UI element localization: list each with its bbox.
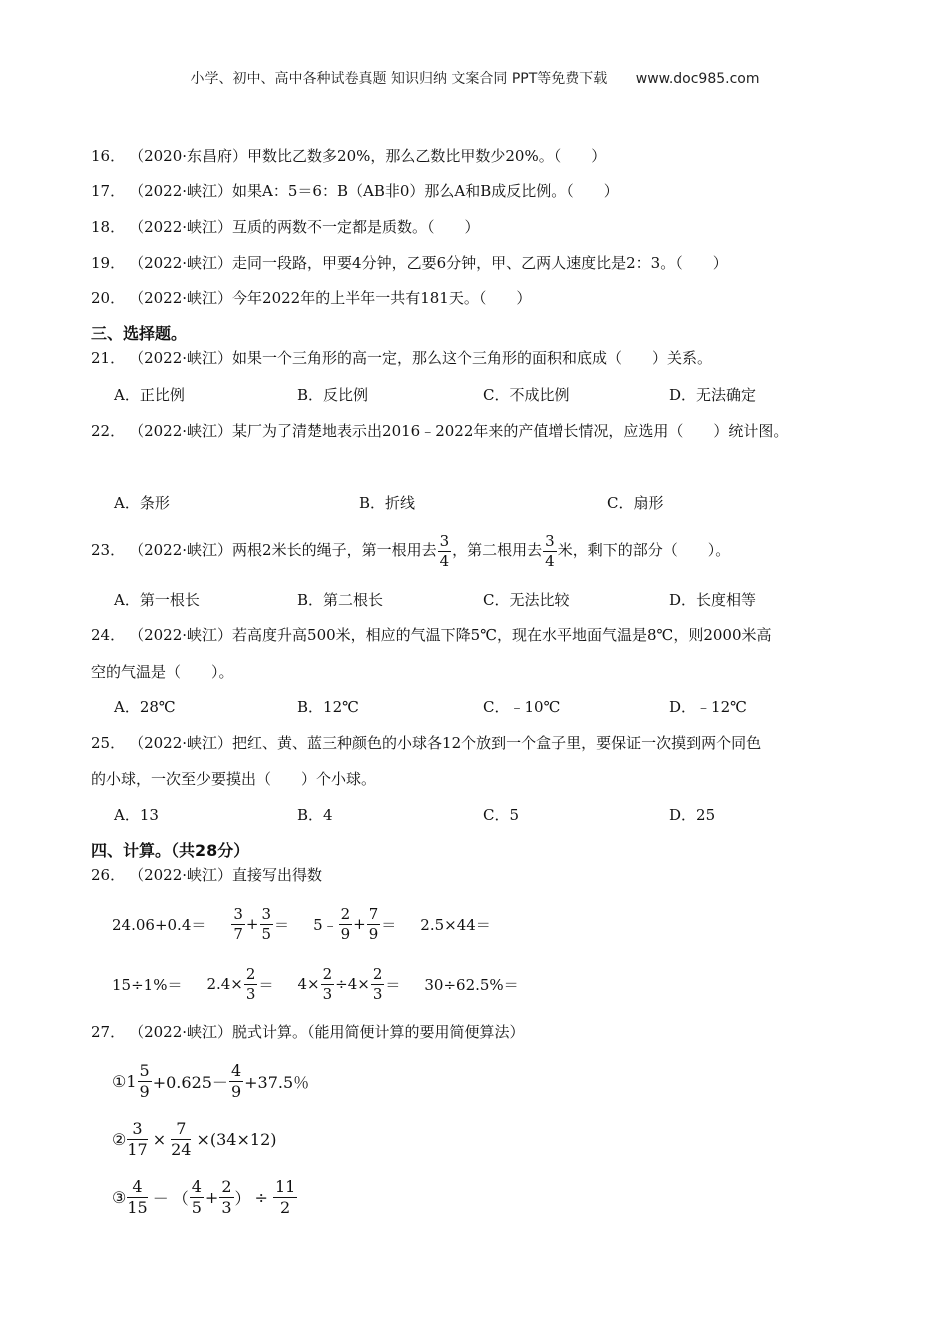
question-25-cont: 的小球，一次至少要摸出（ ）个小球。 [91, 770, 377, 788]
q25-option-a[interactable]: A．13 [114, 806, 159, 824]
question-16: 16． （2020·东昌府）甲数比乙数多20%，那么乙数比甲数少20%。（ ） [91, 147, 607, 165]
question-17: 17． （2022·峡江）如果A：5＝6：B（AB非0）那么A和B成反比例。（ ） [91, 182, 619, 200]
section-3-title: 三、选择题。 [91, 324, 188, 343]
expression-1: ① 1 $\frac{5}{9}$ +0.625－ $\frac{4}{9}$ +37.5％ [112, 1060, 310, 1101]
q22-option-b[interactable]: B．折线 [359, 494, 416, 512]
calc-item: 5﹣ $\frac{2}{9}$ + $\frac{7}{9}$ ＝ [313, 904, 397, 943]
calc-item: 30÷62.5%＝ [424, 975, 519, 994]
q25-option-b[interactable]: B．4 [297, 806, 333, 824]
q23-option-a[interactable]: A．第一根长 [114, 591, 200, 609]
oral-calc-row-2 [112, 962, 543, 1006]
question-18: 18． （2022·峡江）互质的两数不一定都是质数。（ ） [91, 218, 480, 236]
q25-option-d[interactable]: D．25 [669, 806, 716, 824]
q22-option-c[interactable]: C．扇形 [607, 494, 664, 512]
section-4-title: 四、计算。（共28分） [91, 841, 250, 860]
fraction-three-quarters: $\frac{3}{4}$ [439, 531, 450, 570]
calc-item: 2.5×44＝ [420, 915, 491, 934]
question-19: 19． （2022·峡江）走同一段路，甲要4分钟，乙要6分钟，甲、乙两人速度比是2：3。（ ） [91, 254, 728, 272]
oral-calc-row-1 [112, 902, 515, 946]
calc-item: 24.06+0.4＝ [112, 915, 207, 934]
calc-item: 15÷1%＝ [112, 975, 183, 994]
q24-option-b[interactable]: B．12℃ [297, 698, 359, 716]
q25-option-c[interactable]: C．5 [483, 806, 520, 824]
q21-option-d[interactable]: D．无法确定 [669, 386, 757, 404]
header-text: 小学、初中、高中各种试卷真题 知识归纳 文案合同 PPT等免费下载 [190, 71, 608, 87]
question-27: 27． （2022·峡江）脱式计算。（能用简便计算的要用简便算法） [91, 1023, 525, 1041]
question-24: 24． （2022·峡江）若高度升高500米，相应的气温下降5℃，现在水平地面气温是8℃，则2000米高 [91, 626, 772, 644]
question-20: 20． （2022·峡江）今年2022年的上半年一共有181天。（ ） [91, 289, 532, 307]
q24-option-c[interactable]: C．﹣10℃ [483, 698, 561, 716]
q24-option-a[interactable]: A．28℃ [114, 698, 176, 716]
q23-option-d[interactable]: D．长度相等 [669, 591, 757, 609]
question-21: 21． （2022·峡江）如果一个三角形的高一定，那么这个三角形的面积和底成（ ）关系。 [91, 349, 713, 367]
question-25: 25． （2022·峡江）把红、黄、蓝三种颜色的小球各12个放到一个盒子里，要保证一次摸到两个同色 [91, 734, 762, 752]
question-23: 23． （2022·峡江）两根2米长的绳子，第一根用去 $\frac{3}{4}$ ，第二根用去 $\frac{3}{4}$ 米，剩下的部分（ ）。 [91, 531, 731, 570]
calc-item: 4× $\frac{2}{3}$ ÷4× $\frac{2}{3}$ ＝ [297, 964, 401, 1003]
q23-option-c[interactable]: C．无法比较 [483, 591, 570, 609]
q21-option-b[interactable]: B．反比例 [297, 386, 369, 404]
calc-item: $\frac{3}{7}$ + $\frac{3}{5}$ ＝ [233, 904, 290, 943]
question-26: 26． （2022·峡江）直接写出得数 [91, 866, 323, 884]
header-url[interactable]: www.doc985.com [635, 71, 760, 87]
question-24-cont: 空的气温是（ ）。 [91, 663, 234, 681]
calc-item: 2.4× $\frac{2}{3}$ ＝ [206, 964, 274, 1003]
expression-2: ② $\frac{3}{17}$ × $\frac{7}{24}$ ×(34×12) [112, 1118, 277, 1159]
q23-option-b[interactable]: B．第二根长 [297, 591, 384, 609]
expression-3: ③ $\frac{4}{15}$ － （ $\frac{4}{5}$ + $\frac{2}{3}$ ） ÷ $\frac{11}{2}$ [112, 1176, 296, 1217]
question-22: 22． （2022·峡江）某厂为了清楚地表示出2016﹣2022年来的产值增长情况，应选用（ ）统计图。 [91, 422, 789, 440]
fraction-three-quarters: $\frac{3}{4}$ [545, 531, 555, 570]
q21-option-c[interactable]: C．不成比例 [483, 386, 570, 404]
q22-option-a[interactable]: A．条形 [114, 494, 170, 512]
page-header [0, 68, 950, 88]
q21-option-a[interactable]: A．正比例 [114, 386, 185, 404]
q24-option-d[interactable]: D．﹣12℃ [669, 698, 747, 716]
